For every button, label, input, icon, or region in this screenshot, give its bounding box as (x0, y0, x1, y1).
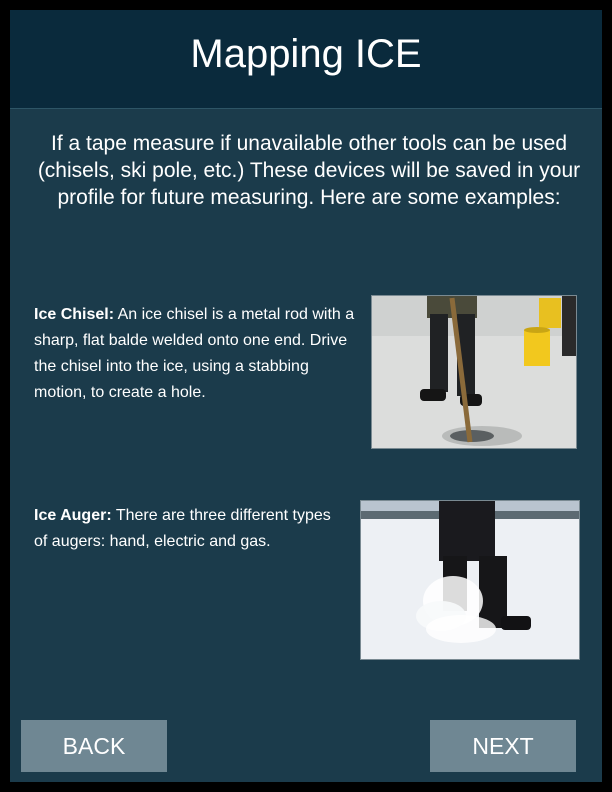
ice-chisel-name: Ice Chisel: (34, 306, 115, 323)
ice-chisel-photo (371, 295, 577, 449)
ice-chisel-text: An ice chisel is a metal rod with a sharp, flat balde welded onto one end. Drive the chisel into the ice, using a stabbing motion, to create a hole. (34, 306, 355, 401)
header-bar (10, 10, 602, 109)
ice-auger-text: There are three different types of augers: hand, electric and gas. (34, 507, 331, 550)
intro-text: If a tape measure if unavailable other tools can be used (chisels, ski pole, etc.) These devices will be saved in your profile for future measuring. Here are some examples: (37, 132, 581, 209)
next-button[interactable]: NEXT (430, 720, 576, 772)
page-title: Mapping ICE (190, 32, 422, 76)
ice-auger-description (34, 503, 334, 555)
app-frame (10, 10, 602, 782)
ice-chisel-description (34, 302, 364, 406)
ice-auger-name: Ice Auger: (34, 507, 112, 524)
ice-auger-photo (360, 500, 580, 660)
back-button[interactable]: BACK (21, 720, 167, 772)
